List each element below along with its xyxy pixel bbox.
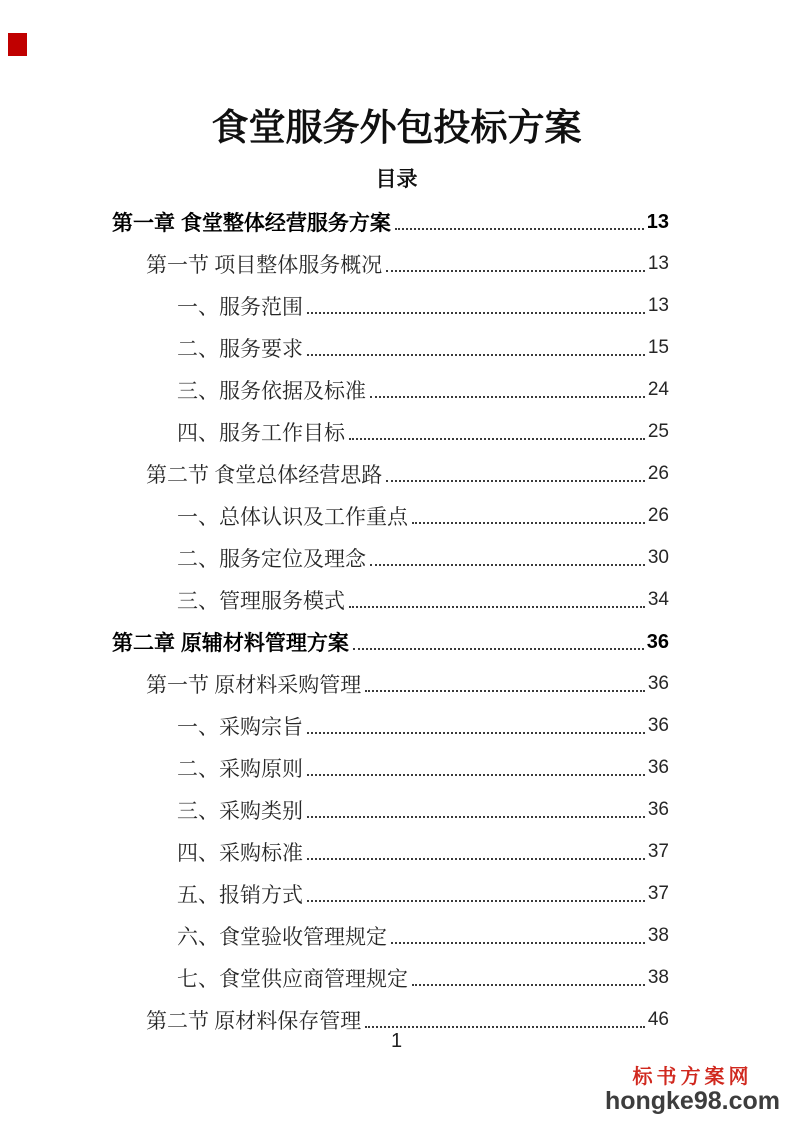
red-corner-mark: [8, 33, 27, 56]
toc-entry: [112, 243, 669, 285]
toc-entry-page: 13: [647, 253, 669, 274]
dots-leader: [412, 970, 645, 986]
toc-entry-page: 36: [647, 757, 669, 778]
toc-entry-page: 37: [647, 883, 669, 904]
toc-entry-label: 七、食堂供应商管理规定: [177, 967, 408, 991]
dots-leader: [349, 424, 645, 440]
dots-leader: [386, 256, 645, 272]
toc-entry: [112, 831, 669, 873]
toc-entry-label: 第一节 项目整体服务概况: [146, 253, 383, 277]
toc-entry-label: 三、管理服务模式: [177, 589, 345, 613]
toc-entry-label: 四、服务工作目标: [177, 421, 345, 445]
toc-entry-page: 26: [647, 463, 669, 484]
dots-leader: [353, 634, 644, 650]
toc-entry: [112, 663, 669, 705]
dots-leader: [307, 802, 645, 818]
dots-leader: [307, 886, 645, 902]
toc-entry: [112, 957, 669, 999]
toc-entry: [112, 705, 669, 747]
toc-entry: [112, 453, 669, 495]
dots-leader: [307, 718, 645, 734]
dots-leader: [395, 214, 644, 230]
watermark-site-url: hongke98.com: [604, 1086, 780, 1115]
toc-entry-page: 36: [646, 630, 669, 653]
toc-entry-label: 二、服务定位及理念: [177, 547, 366, 571]
toc-entry-page: 38: [647, 925, 669, 946]
toc-entry-label: 六、食堂验收管理规定: [177, 925, 387, 949]
dots-leader: [307, 760, 645, 776]
toc-entry-page: 25: [647, 421, 669, 442]
dots-leader: [412, 508, 645, 524]
dots-leader: [365, 1012, 645, 1028]
toc-entry-label: 五、报销方式: [177, 883, 303, 907]
page-number: 1: [390, 1030, 403, 1052]
document-title: 食堂服务外包投标方案: [211, 108, 582, 149]
toc-entry: [112, 369, 669, 411]
toc-entry: [112, 621, 669, 663]
dots-leader: [370, 382, 645, 398]
toc-entry: [112, 915, 669, 957]
toc-entry-label: 三、采购类别: [177, 799, 303, 823]
toc-entry: [112, 285, 669, 327]
toc-entry: [112, 873, 669, 915]
dots-leader: [307, 844, 645, 860]
toc-entry-page: 13: [646, 210, 669, 233]
toc-entry-label: 一、采购宗旨: [177, 715, 303, 739]
dots-leader: [386, 466, 645, 482]
toc-entry-page: 34: [647, 589, 669, 610]
toc-entry: [112, 537, 669, 579]
toc-entry-page: 46: [647, 1009, 669, 1030]
dots-leader: [307, 298, 645, 314]
dots-leader: [349, 592, 645, 608]
toc-entry-page: 13: [647, 295, 669, 316]
toc-entry: [112, 411, 669, 453]
toc-entry-label: 一、服务范围: [177, 295, 303, 319]
toc-entry-label: 二、服务要求: [177, 337, 303, 361]
toc-entry-label: 第二章 原辅材料管理方案: [112, 632, 349, 655]
toc-entry-label: 第一节 原材料采购管理: [146, 673, 362, 697]
dots-leader: [307, 340, 645, 356]
toc-entry-page: 38: [647, 967, 669, 988]
toc-entry-label: 二、采购原则: [177, 757, 303, 781]
toc-entry: [112, 327, 669, 369]
toc-entry: [112, 201, 669, 243]
dots-leader: [391, 928, 645, 944]
toc-list: [112, 201, 669, 1041]
toc-entry-page: 24: [647, 379, 669, 400]
toc-entry-page: 15: [647, 337, 669, 358]
dots-leader: [370, 550, 645, 566]
toc-entry-label: 第一章 食堂整体经营服务方案: [112, 212, 391, 235]
toc-entry-page: 36: [647, 799, 669, 820]
toc-entry-page: 26: [647, 505, 669, 526]
toc-entry-label: 三、服务依据及标准: [177, 379, 366, 403]
toc-heading: 目录: [375, 167, 418, 191]
watermark-site-name: 标书方案网: [632, 1065, 753, 1088]
toc-entry-label: 第二节 食堂总体经营思路: [146, 463, 383, 487]
toc-entry: [112, 579, 669, 621]
toc-entry-page: 36: [647, 715, 669, 736]
toc-entry-label: 第二节 原材料保存管理: [146, 1009, 362, 1033]
dots-leader: [365, 676, 645, 692]
site-watermark: [605, 1066, 780, 1116]
toc-entry-page: 30: [647, 547, 669, 568]
toc-entry-label: 一、总体认识及工作重点: [177, 505, 408, 529]
toc-entry-label: 四、采购标准: [177, 841, 303, 865]
toc-entry-page: 36: [647, 673, 669, 694]
toc-entry-page: 37: [647, 841, 669, 862]
toc-entry: [112, 789, 669, 831]
toc-entry: [112, 495, 669, 537]
toc-entry: [112, 747, 669, 789]
